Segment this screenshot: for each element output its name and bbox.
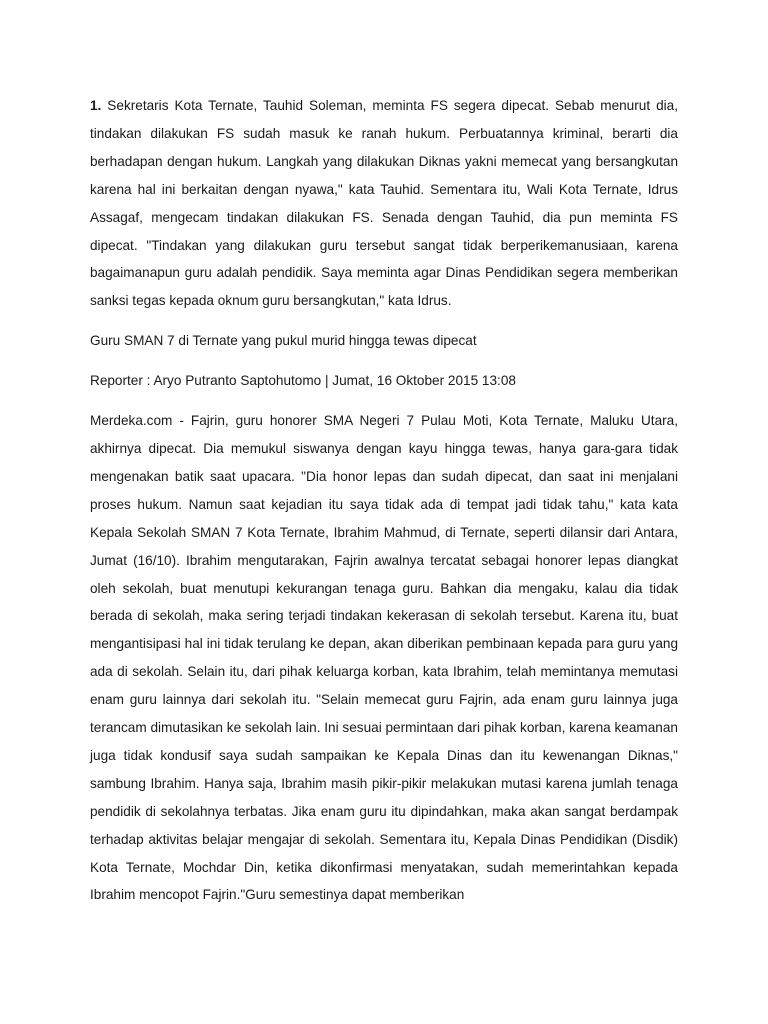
paragraph-number: 1. xyxy=(90,98,102,113)
article-byline: Reporter : Aryo Putranto Saptohutomo | Jumat, 16 Oktober 2015 13:08 xyxy=(90,373,516,389)
paragraph-2: Merdeka.com - Fajrin, guru honorer SMA Negeri 7 Pulau Moti, Kota Ternate, Maluku Utara, akhirnya dipecat. Dia memukul siswanya dengan kayu hingga tewas, hanya gara-gara tidak mengenakan batik saat upacara. "Dia honor lepas dan sudah dipecat, dan saat ini menjalani proses hukum. Namun saat kejadian itu saya tidak ada di tempat jadi tidak tahu," kata kata Kepala Sekolah SMAN 7 Kota Ternate, Ibrahim Mahmud, di Ternate, seperti dilansir dari Antara, Jumat (16/10). Ibrahim mengutarakan, Fajrin awalnya tercatat sebagai honorer lepas diangkat oleh sekolah, buat menutupi kekurangan tenaga guru. Bahkan dia mengaku, kalau dia tidak berada di sekolah, maka sering terjadi tindakan kekerasan di sekolah tersebut. Karena itu, buat mengantisipasi hal ini tidak terulang ke depan, akan diberikan pembinaan kepada para guru yang ada di sekolah. Selain itu, dari pihak keluarga korban, kata Ibrahim, telah memintanya memutasi enam guru lainnya dari sekolah itu. "Selain memecat guru Fajrin, ada enam guru lainnya juga terancam dimutasikan ke sekolah lain. Ini sesuai permintaan dari pihak korban, karena keamanan juga tidak kondusif saya sudah sampaikan ke Kepala Dinas dan itu kewenangan Diknas," sambung Ibrahim. Hanya saja, Ibrahim masih pikir-pikir melakukan mutasi karena jumlah tenaga pendidik di sekolahnya terbatas. Jika enam guru itu dipindahkan, maka akan sangat berdampak terhadap aktivitas belajar mengajar di sekolah. Sementara itu, Kepala Dinas Pendidikan (Disdik) Kota Ternate, Mochdar Din, ketika dikonfirmasi menyatakan, sudah memerintahkan kepada Ibrahim mencopot Fajrin."Guru semestinya dapat memberikan xyxy=(90,413,678,903)
document-body xyxy=(90,92,678,909)
paragraph-1-text: Sekretaris Kota Ternate, Tauhid Soleman, meminta FS segera dipecat. Sebab menurut dia, tindakan dilakukan FS sudah masuk ke ranah hukum. Perbuatannya kriminal, berarti dia berhadapan dengan hukum. Langkah yang dilakukan Diknas yakni memecat yang bersangkutan karena hal ini berkaitan dengan nyawa," kata Tauhid. Sementara itu, Wali Kota Ternate, Idrus Assagaf, mengecam tindakan dilakukan FS. Senada dengan Tauhid, dia pun meminta FS dipecat. "Tindakan yang dilakukan guru tersebut sangat tidak berperikemanusiaan, karena bagaimanapun guru adalah pendidik. Saya meminta agar Dinas Pendidikan segera memberikan sanksi tegas kepada oknum guru bersangkutan," kata Idrus. xyxy=(90,98,678,309)
paragraph-1 xyxy=(90,92,678,315)
article-headline: Guru SMAN 7 di Ternate yang pukul murid hingga tewas dipecat xyxy=(90,333,477,349)
